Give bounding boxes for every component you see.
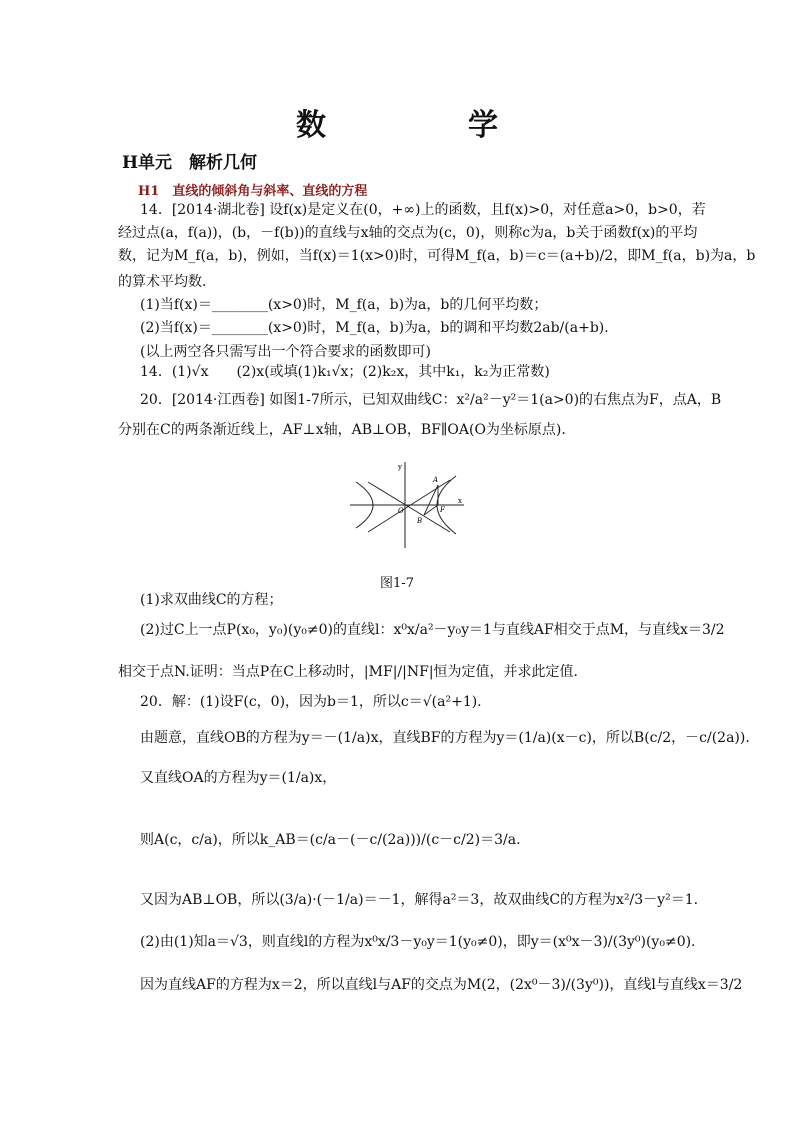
solution-line-2: 由题意，直线OB的方程为y＝－(1/a)x，直线BF的方程为y＝(1/a)(x－c)，所以B(c/2，－c/(2a)).	[140, 730, 750, 746]
label-B: B	[417, 517, 423, 525]
figure-caption: 图1-7	[380, 576, 414, 591]
problem-14-line-2: 经过点(a，f(a))，(b，－f(b))的直线与x轴的交点为(c，0)，则称c为a，b关于函数f(x)的平均	[118, 225, 698, 241]
solution-line-7: 因为直线AF的方程为x＝2，所以直线l与AF的交点为M(2，(2x⁰－3)/(3y⁰))，直线l与直线x＝3/2	[140, 977, 743, 993]
solution-line-1: 20．解：(1)设F(c，0)，因为b＝1，所以c＝√(a²+1).	[140, 694, 482, 710]
label-y: y	[398, 463, 402, 471]
unit-heading: H单元 解析几何	[122, 153, 258, 173]
problem-14-line-4: 的算术平均数．	[118, 274, 216, 290]
solution-line-3: 又直线OA的方程为y＝(1/a)x，	[140, 770, 337, 786]
page-title: 数 学	[296, 108, 554, 143]
section-heading: H1 直线的倾斜角与斜率、直线的方程	[138, 184, 368, 199]
problem-20-part-2-cont: 相交于点N.证明：当点P在C上移动时，|MF|/|NF|恒为定值，并求此定值．	[118, 664, 588, 680]
solution-line-4: 则A(c，c/a)，所以k_AB＝(c/a－(－c/(2a)))/(c－c/2)＝3/a.	[140, 832, 521, 848]
label-x: x	[458, 497, 462, 505]
problem-14-line-1: 14．[2014·湖北卷] 设f(x)是定义在(0，+∞)上的函数，且f(x)>0，对任意a>0，b>0，若	[140, 202, 706, 218]
problem-14-part-1: (1)当f(x)＝________(x>0)时，M_f(a，b)为a，b的几何平均数；	[140, 297, 548, 313]
problem-20-line-1: 20．[2014·江西卷] 如图1-7所示，已知双曲线C：x²/a²－y²＝1(a>0)的右焦点为F，点A，B	[140, 392, 722, 408]
label-O: O	[398, 507, 404, 515]
problem-20-line-2: 分别在C的两条渐近线上，AF⊥x轴，AB⊥OB，BF∥OA(O为坐标原点)．	[118, 422, 576, 438]
problem-14-line-3: 数，记为M_f(a，b)，例如，当f(x)＝1(x>0)时，可得M_f(a，b)＝c＝(a+b)/2，即M_f(a，b)为a，b	[118, 248, 756, 264]
problem-20-part-2: (2)过C上一点P(x₀，y₀)(y₀≠0)的直线l：x⁰x/a²－y₀y＝1与直线AF相交于点M，与直线x＝3/2	[140, 622, 725, 638]
problem-14-answer: 14．(1)√x (2)x(或填(1)k₁√x；(2)k₂x，其中k₁，k₂为正常数)	[140, 364, 550, 380]
problem-14-note: (以上两空各只需写出一个符合要求的函数即可)	[140, 344, 431, 360]
hyperbola-figure	[348, 460, 466, 550]
solution-line-6: (2)由(1)知a＝√3，则直线l的方程为x⁰x/3－y₀y＝1(y₀≠0)，即y＝(x⁰x－3)/(3y⁰)(y₀≠0).	[140, 934, 696, 950]
problem-14-part-2: (2)当f(x)＝________(x>0)时，M_f(a，b)为a，b的调和平均数2ab/(a+b).	[140, 320, 609, 336]
label-F: F	[440, 506, 445, 514]
solution-line-5: 又因为AB⊥OB，所以(3/a)·(－1/a)＝－1，解得a²＝3，故双曲线C的方程为x²/3－y²＝1.	[140, 892, 699, 908]
label-A: A	[433, 476, 439, 484]
problem-20-part-1: (1)求双曲线C的方程；	[140, 592, 283, 608]
